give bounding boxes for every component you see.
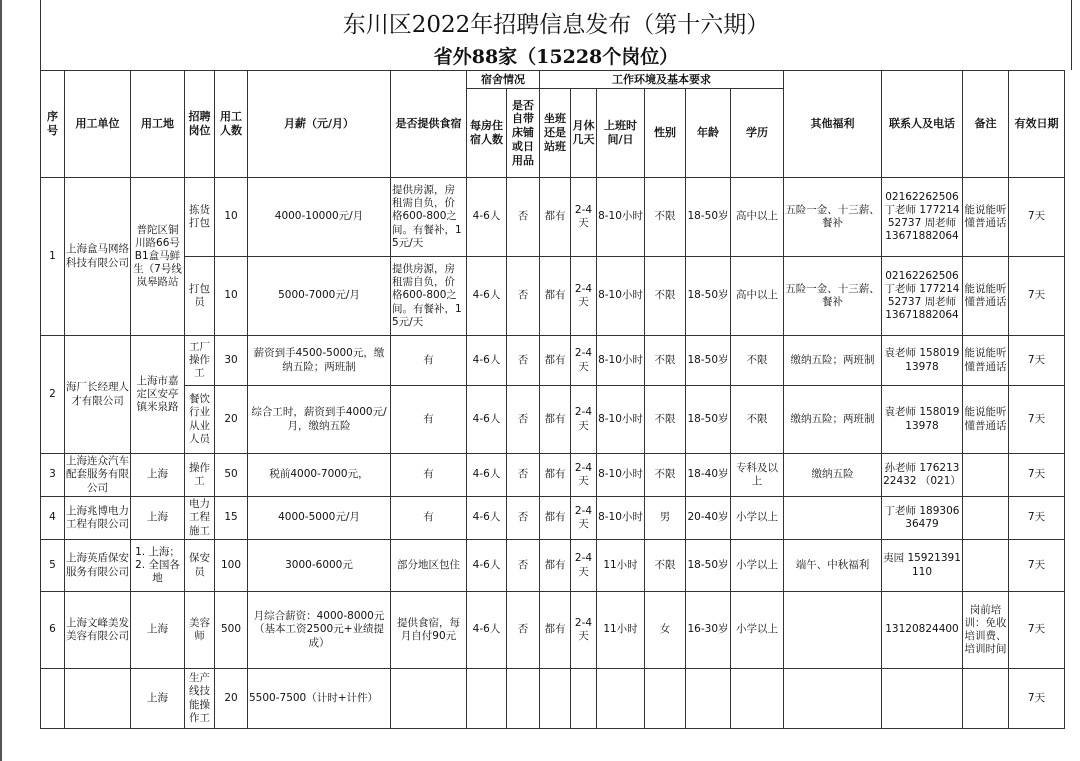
header-location: 用工地 [131,71,185,178]
table-row [41,178,1065,257]
cell-days: 2-4天 [571,540,597,592]
cell-hours: 11小时 [597,592,645,669]
cell-bedding: 否 [507,257,540,336]
cell-hours: 8-10小时 [597,336,645,386]
cell-age: 20-40岁 [686,497,731,540]
cell-food: 部分地区包住 [391,540,467,592]
cell-remark: 能说能听懂普通话 [963,336,1009,386]
cell-bedding: 否 [507,336,540,386]
cell-seq: 5 [41,540,65,592]
cell-company: 上海文峰美发美容有限公司 [65,592,131,669]
cell-salary: 税前4000-7000元， [248,454,391,497]
cell-location: 上海 [131,454,185,497]
cell-salary: 4000-10000元/月 [248,178,391,257]
cell-gender: 不限 [645,257,686,336]
cell-gender [645,669,686,729]
cell-count: 10 [215,178,248,257]
cell-days: 2-4天 [571,386,597,454]
cell-count: 50 [215,454,248,497]
cell-hours: 11小时 [597,540,645,592]
cell-company: 上海兆博电力工程有限公司 [65,497,131,540]
cell-valid: 7天 [1009,336,1065,386]
cell-edu [731,669,784,729]
cell-sit: 都有 [540,540,571,592]
cell-bedding: 否 [507,540,540,592]
cell-remark [963,454,1009,497]
cell-location: 1. 上海；2. 全国各地 [131,540,185,592]
cell-welfare [784,669,882,729]
cell-position: 工厂操作工 [185,336,215,386]
header-count: 用工人数 [215,71,248,178]
cell-sit: 都有 [540,386,571,454]
cell-edu: 小学以上 [731,540,784,592]
page-subtitle: 省外88家（15228个岗位） [433,46,679,68]
cell-sit: 都有 [540,454,571,497]
table-row [41,592,1065,669]
cell-sit: 都有 [540,497,571,540]
cell-days: 2-4天 [571,178,597,257]
cell-age: 18-40岁 [686,454,731,497]
cell-food: 有 [391,497,467,540]
cell-position: 美容师 [185,592,215,669]
cell-salary: 5000-7000元/月 [248,257,391,336]
cell-company: 海厂长经理人才有限公司 [65,336,131,454]
cell-food: 有 [391,336,467,386]
cell-welfare [784,592,882,669]
cell-bedding: 否 [507,178,540,257]
cell-hours: 8-10小时 [597,178,645,257]
cell-contact: 袁老师 15801913978 [882,336,963,386]
cell-position: 操作工 [185,454,215,497]
cell-edu: 小学以上 [731,592,784,669]
header-salary: 月薪（元/月） [248,71,391,178]
cell-contact: 02162262506 丁老师 17721452737 周老师 13671882064 [882,257,963,336]
cell-age [686,669,731,729]
cell-gender: 不限 [645,386,686,454]
cell-valid: 7天 [1009,454,1065,497]
header-welfare: 其他福利 [784,71,882,178]
cell-age: 18-50岁 [686,257,731,336]
cell-edu: 不限 [731,336,784,386]
table-row [41,540,1065,592]
cell-seq: 4 [41,497,65,540]
cell-contact: 02162262506 丁老师 17721452737 周老师 13671882064 [882,178,963,257]
header-company: 用工单位 [65,71,131,178]
header-dorm-bedding: 是否自带床铺或日用品 [507,89,540,178]
header-contact: 联系人及电话 [882,71,963,178]
cell-bedding: 否 [507,454,540,497]
cell-salary: 4000-5000元/月 [248,497,391,540]
cell-edu: 专科及以上 [731,454,784,497]
header-sit-stand: 坐班还是站班 [540,89,571,178]
cell-position: 打包员 [185,257,215,336]
cell-salary: 3000-6000元 [248,540,391,592]
cell-gender: 不限 [645,454,686,497]
cell-salary: 月综合薪资：4000-8000元（基本工资2500元+业绩提成） [248,592,391,669]
cell-edu: 高中以上 [731,178,784,257]
cell-dorm-people: 4-6人 [467,454,507,497]
cell-valid: 7天 [1009,540,1065,592]
cell-salary: 综合工时，薪资到手4000元/月，缴纳五险 [248,386,391,454]
cell-welfare: 端午、中秋福利 [784,540,882,592]
cell-age: 18-50岁 [686,540,731,592]
cell-hours: 8-10小时 [597,497,645,540]
cell-edu: 小学以上 [731,497,784,540]
table-row [41,669,1065,729]
cell-days: 2-4天 [571,592,597,669]
cell-age: 18-50岁 [686,178,731,257]
cell-welfare [784,497,882,540]
cell-company: 上海盒马网络科技有限公司 [65,178,131,336]
cell-remark [963,497,1009,540]
cell-hours: 8-10小时 [597,386,645,454]
cell-food: 提供房源，房租需自负，价格600-800之间。有餐补，15元/天 [391,178,467,257]
cell-days: 2-4天 [571,336,597,386]
cell-valid: 7天 [1009,178,1065,257]
cell-company: 上海英盾保安服务有限公司 [65,540,131,592]
cell-valid: 7天 [1009,497,1065,540]
cell-welfare: 缴纳五险；两班制 [784,336,882,386]
cell-count: 30 [215,336,248,386]
cell-welfare: 缴纳五险 [784,454,882,497]
cell-days [571,669,597,729]
cell-valid: 7天 [1009,386,1065,454]
header-seq: 序号 [41,71,65,178]
cell-valid: 7天 [1009,669,1065,729]
cell-bedding: 否 [507,592,540,669]
cell-bedding: 否 [507,497,540,540]
header-food-lodging: 是否提供食宿 [391,71,467,178]
cell-company: 上海连众汽车配套服务有限公司 [65,454,131,497]
header-dorm-people: 每房住宿人数 [467,89,507,178]
cell-food: 提供食宿，每月自付90元 [391,592,467,669]
cell-sit: 都有 [540,178,571,257]
cell-location: 上海 [131,497,185,540]
cell-location: 上海 [131,592,185,669]
cell-location: 上海 [131,669,185,729]
cell-remark [963,540,1009,592]
cell-count: 10 [215,257,248,336]
cell-food [391,669,467,729]
cell-days: 2-4天 [571,454,597,497]
cell-company [65,669,131,729]
table-row [41,386,1065,454]
cell-count: 20 [215,669,248,729]
cell-contact: 孙老师 17621322432 （021） [882,454,963,497]
cell-edu: 不限 [731,386,784,454]
cell-remark: 能说能听懂普通话 [963,386,1009,454]
cell-sit: 都有 [540,336,571,386]
header-gender: 性别 [645,89,686,178]
cell-gender: 不限 [645,336,686,386]
cell-days: 2-4天 [571,257,597,336]
cell-position: 电力工程施工 [185,497,215,540]
cell-seq: 2 [41,336,65,454]
header-days: 月休几天 [571,89,597,178]
header-dorm-group: 宿舍情况 [467,71,540,89]
cell-age: 16-30岁 [686,592,731,669]
table-row [41,454,1065,497]
page-title: 东川区2022年招聘信息发布（第十六期） [342,12,770,38]
cell-age: 18-50岁 [686,336,731,386]
cell-salary: 薪资到手4500-5000元，缴纳五险；两班制 [248,336,391,386]
cell-gender: 女 [645,592,686,669]
header-env-group: 工作环境及基本要求 [540,71,784,89]
cell-dorm-people: 4-6人 [467,592,507,669]
cell-seq: 1 [41,178,65,336]
cell-dorm-people: 4-6人 [467,497,507,540]
header-remark: 备注 [963,71,1009,178]
cell-contact: 丁老师 18930636479 [882,497,963,540]
cell-valid: 7天 [1009,592,1065,669]
cell-location: 上海市嘉定区安亭镇米泉路 [131,336,185,454]
cell-age: 18-50岁 [686,386,731,454]
cell-count: 20 [215,386,248,454]
cell-welfare: 五险一金、十三薪、餐补 [784,178,882,257]
cell-sit: 都有 [540,592,571,669]
cell-seq: 6 [41,592,65,669]
cell-remark [963,669,1009,729]
title-area [40,0,1072,70]
cell-gender: 男 [645,497,686,540]
cell-hours [597,669,645,729]
cell-valid: 7天 [1009,257,1065,336]
cell-position: 餐饮行业从业人员 [185,386,215,454]
header-age: 年龄 [686,89,731,178]
cell-hours: 8-10小时 [597,454,645,497]
cell-contact [882,669,963,729]
cell-bedding [507,669,540,729]
cell-salary: 5500-7500（计时+计件） [248,669,391,729]
cell-edu: 高中以上 [731,257,784,336]
header-hours: 上班时间/日 [597,89,645,178]
cell-count: 100 [215,540,248,592]
cell-food: 提供房源，房租需自负，价格600-800之间。有餐补，15元/天 [391,257,467,336]
header-education: 学历 [731,89,784,178]
cell-hours: 8-10小时 [597,257,645,336]
recruitment-table [40,70,1065,729]
cell-gender: 不限 [645,540,686,592]
cell-dorm-people: 4-6人 [467,386,507,454]
cell-location: 普陀区铜川路66号B1盒马鲜生（7号线岚皋路站 [131,178,185,336]
cell-contact: 夷园 15921391110 [882,540,963,592]
table-row [41,257,1065,336]
cell-seq [41,669,65,729]
header-valid: 有效日期 [1009,71,1065,178]
cell-sit [540,669,571,729]
cell-days: 2-4天 [571,497,597,540]
cell-dorm-people: 4-6人 [467,257,507,336]
cell-bedding: 否 [507,386,540,454]
cell-welfare: 五险一金、十三薪、餐补 [784,257,882,336]
table-row [41,336,1065,386]
cell-dorm-people: 4-6人 [467,540,507,592]
cell-remark: 能说能听懂普通话 [963,178,1009,257]
cell-welfare: 缴纳五险；两班制 [784,386,882,454]
cell-seq: 3 [41,454,65,497]
cell-position: 生产线技能操作工 [185,669,215,729]
cell-dorm-people: 4-6人 [467,178,507,257]
cell-count: 500 [215,592,248,669]
header-position: 招聘岗位 [185,71,215,178]
table-row [41,497,1065,540]
cell-contact: 袁老师 15801913978 [882,386,963,454]
cell-dorm-people: 4-6人 [467,336,507,386]
cell-sit: 都有 [540,257,571,336]
cell-food: 有 [391,454,467,497]
cell-position: 保安员 [185,540,215,592]
cell-dorm-people [467,669,507,729]
cell-contact: 13120824400 [882,592,963,669]
cell-count: 15 [215,497,248,540]
cell-remark: 能说能听懂普通话 [963,257,1009,336]
cell-food: 有 [391,386,467,454]
cell-gender: 不限 [645,178,686,257]
cell-position: 拣货打包 [185,178,215,257]
cell-remark: 岗前培训：免收培训费、培训时间 [963,592,1009,669]
